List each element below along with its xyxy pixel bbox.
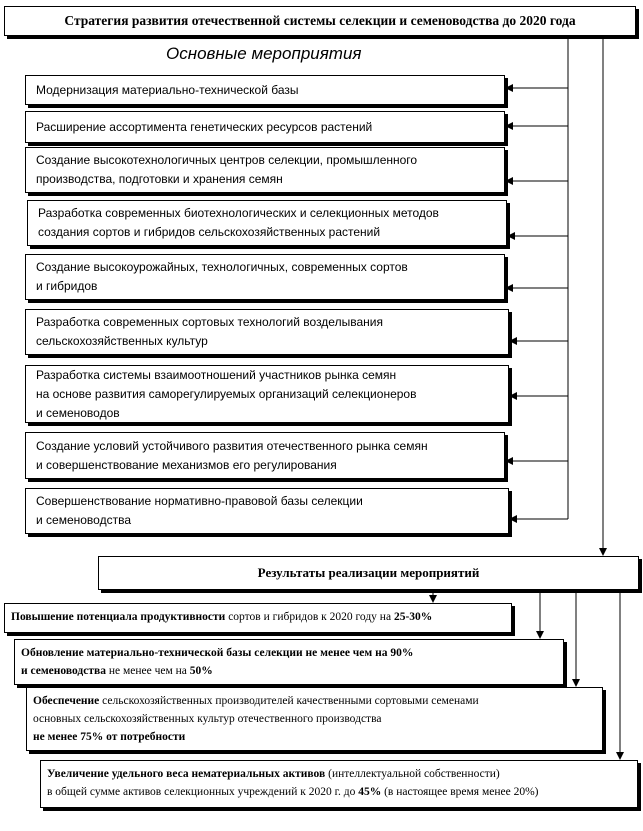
- result-text: [33, 692, 596, 746]
- result-segment: Увеличение удельного веса нематериальных активов: [47, 768, 326, 780]
- result-segment: (интеллектуальной собственности): [325, 768, 500, 780]
- result-segment: 50%: [189, 665, 213, 677]
- result-line: [21, 662, 557, 680]
- result-line: [33, 728, 596, 746]
- result-segment: Обновление материально-технической базы селекции не менее чем на 90%: [21, 647, 414, 659]
- result-line: [33, 710, 596, 728]
- result-box: [4, 603, 512, 633]
- activity-text: Создание высокоурожайных, технологичных, современных сортов и гибридов: [36, 260, 408, 293]
- result-box: [14, 639, 564, 685]
- result-segment: 45%: [358, 786, 382, 798]
- result-segment: основных сельскохозяйственных культур отечественного производства: [33, 713, 382, 725]
- result-box: [40, 760, 638, 808]
- result-segment: и семеноводства: [21, 665, 106, 677]
- activity-text: Создание условий устойчивого развития отечественного рынка семян и совершенствование механизмов его регулирования: [36, 438, 428, 472]
- result-segment: (в настоящее время менее 20%): [381, 786, 539, 798]
- result-line: [11, 608, 505, 626]
- activity-text: Разработка современных сортовых технологий возделывания сельскохозяйственных культур: [36, 315, 383, 348]
- activity-text: Расширение ассортимента генетических ресурсов растений: [36, 119, 373, 134]
- activity-text: Разработка системы взаимоотношений участников рынка семян на основе развития саморегулируемых организаций селекционеров и семеноводов: [36, 367, 417, 420]
- result-segment: не менее чем на: [105, 665, 190, 677]
- result-segment: 25-30%: [393, 611, 433, 623]
- result-segment: Обеспечение: [33, 695, 100, 707]
- strategy-title: Стратегия развития отечественной системы селекции и семеноводства до 2020 года: [4, 6, 636, 36]
- activity-text: Модернизация материально-технической базы: [36, 82, 299, 97]
- activities-heading: Основные мероприятия: [166, 44, 362, 63]
- activity-box: [25, 111, 505, 143]
- result-line: [47, 765, 631, 783]
- activity-text: Разработка современных биотехнологических и селекционных методов создания сортов и гибридов сельскохозяйственных растений: [38, 206, 439, 239]
- result-segment: не менее 75% от потребности: [33, 731, 186, 743]
- activity-box: [25, 147, 505, 193]
- result-text: [47, 765, 631, 801]
- activity-text: Совершенствование нормативно-правовой базы селекции и семеноводства: [36, 494, 363, 527]
- activity-box: [25, 309, 509, 355]
- results-heading: Результаты реализации мероприятий: [98, 556, 639, 590]
- result-box: [26, 687, 603, 751]
- result-text: [11, 608, 505, 626]
- result-segment: сортов и гибридов к 2020 году на: [225, 611, 394, 623]
- result-line: [47, 783, 631, 801]
- result-text: [21, 644, 557, 680]
- activity-box: [25, 75, 505, 105]
- result-segment: в общей сумме активов селекционных учреждений к 2020 г. до: [47, 786, 359, 798]
- activity-box: [25, 254, 505, 300]
- result-line: [21, 644, 557, 662]
- activity-text: Создание высокотехнологичных центров селекции, промышленного производства, подготовки и хранения семян: [36, 153, 418, 186]
- activity-box: [27, 200, 507, 246]
- result-line: [33, 692, 596, 710]
- activity-box: [25, 365, 509, 423]
- activity-box: [25, 432, 505, 479]
- result-segment: сельскохозяйственных производителей качественными сортовыми семенами: [99, 695, 479, 707]
- result-segment: Повышение потенциала продуктивности: [11, 611, 226, 623]
- activity-box: [25, 488, 509, 534]
